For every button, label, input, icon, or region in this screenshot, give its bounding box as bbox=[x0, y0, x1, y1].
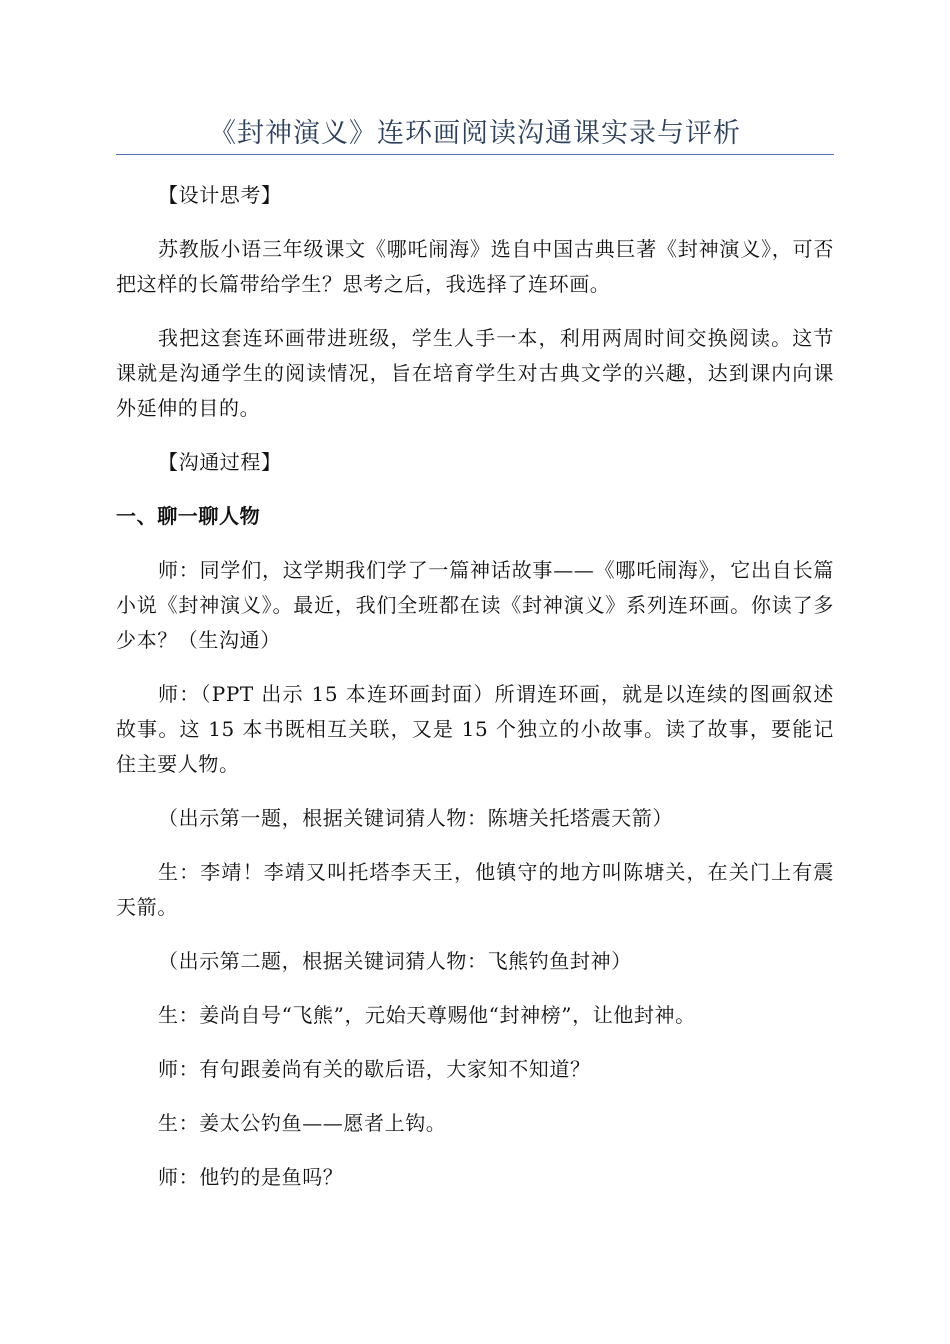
paragraph: 生：姜尚自号“飞熊”，元始天尊赐他“封神榜”，让他封神。 bbox=[158, 1003, 696, 1027]
document-body bbox=[116, 178, 834, 1214]
paragraph: （出示第二题，根据关键词猜人物：飞熊钓鱼封神） bbox=[158, 949, 632, 973]
section-label-process: 【沟通过程】 bbox=[158, 450, 282, 474]
paragraph: 生：李靖！李靖又叫托塔李天王，他镇守的地方叫陈塘关，在关门上有震天箭。 bbox=[116, 860, 834, 919]
paragraph: 师：同学们，这学期我们学了一篇神话故事——《哪吒闹海》，它出自长篇小说《封神演义》。最近，我们全班都在读《封神演义》系列连环画。你读了多少本？（生沟通） bbox=[116, 558, 834, 652]
document-title: 《封神演义》连环画阅读沟通课实录与评析 bbox=[209, 118, 741, 149]
section-heading: 一、聊一聊人物 bbox=[116, 504, 261, 528]
section-label-design: 【设计思考】 bbox=[158, 183, 282, 207]
title-underline bbox=[116, 154, 834, 155]
paragraph: （出示第一题，根据关键词猜人物：陈塘关托塔震天箭） bbox=[158, 806, 673, 830]
paragraph: 师：他钓的是鱼吗？ bbox=[158, 1165, 344, 1189]
paragraph: 苏教版小语三年级课文《哪吒闹海》选自中国古典巨著《封神演义》，可否把这样的长篇带给学生？思考之后，我选择了连环画。 bbox=[116, 237, 834, 296]
paragraph: 师：（PPT 出示 15 本连环画封面）所谓连环画，就是以连续的图画叙述故事。这 15 本书既相互关联，又是 15 个独立的小故事。读了故事，要能记住主要人物。 bbox=[116, 682, 834, 776]
paragraph: 师：有句跟姜尚有关的歇后语，大家知不知道？ bbox=[158, 1057, 591, 1081]
paragraph: 生：姜太公钓鱼——愿者上钩。 bbox=[158, 1111, 447, 1135]
paragraph: 我把这套连环画带进班级，学生人手一本，利用两周时间交换阅读。这节课就是沟通学生的阅读情况，旨在培育学生对古典文学的兴趣，达到课内向课外延伸的目的。 bbox=[116, 326, 834, 420]
